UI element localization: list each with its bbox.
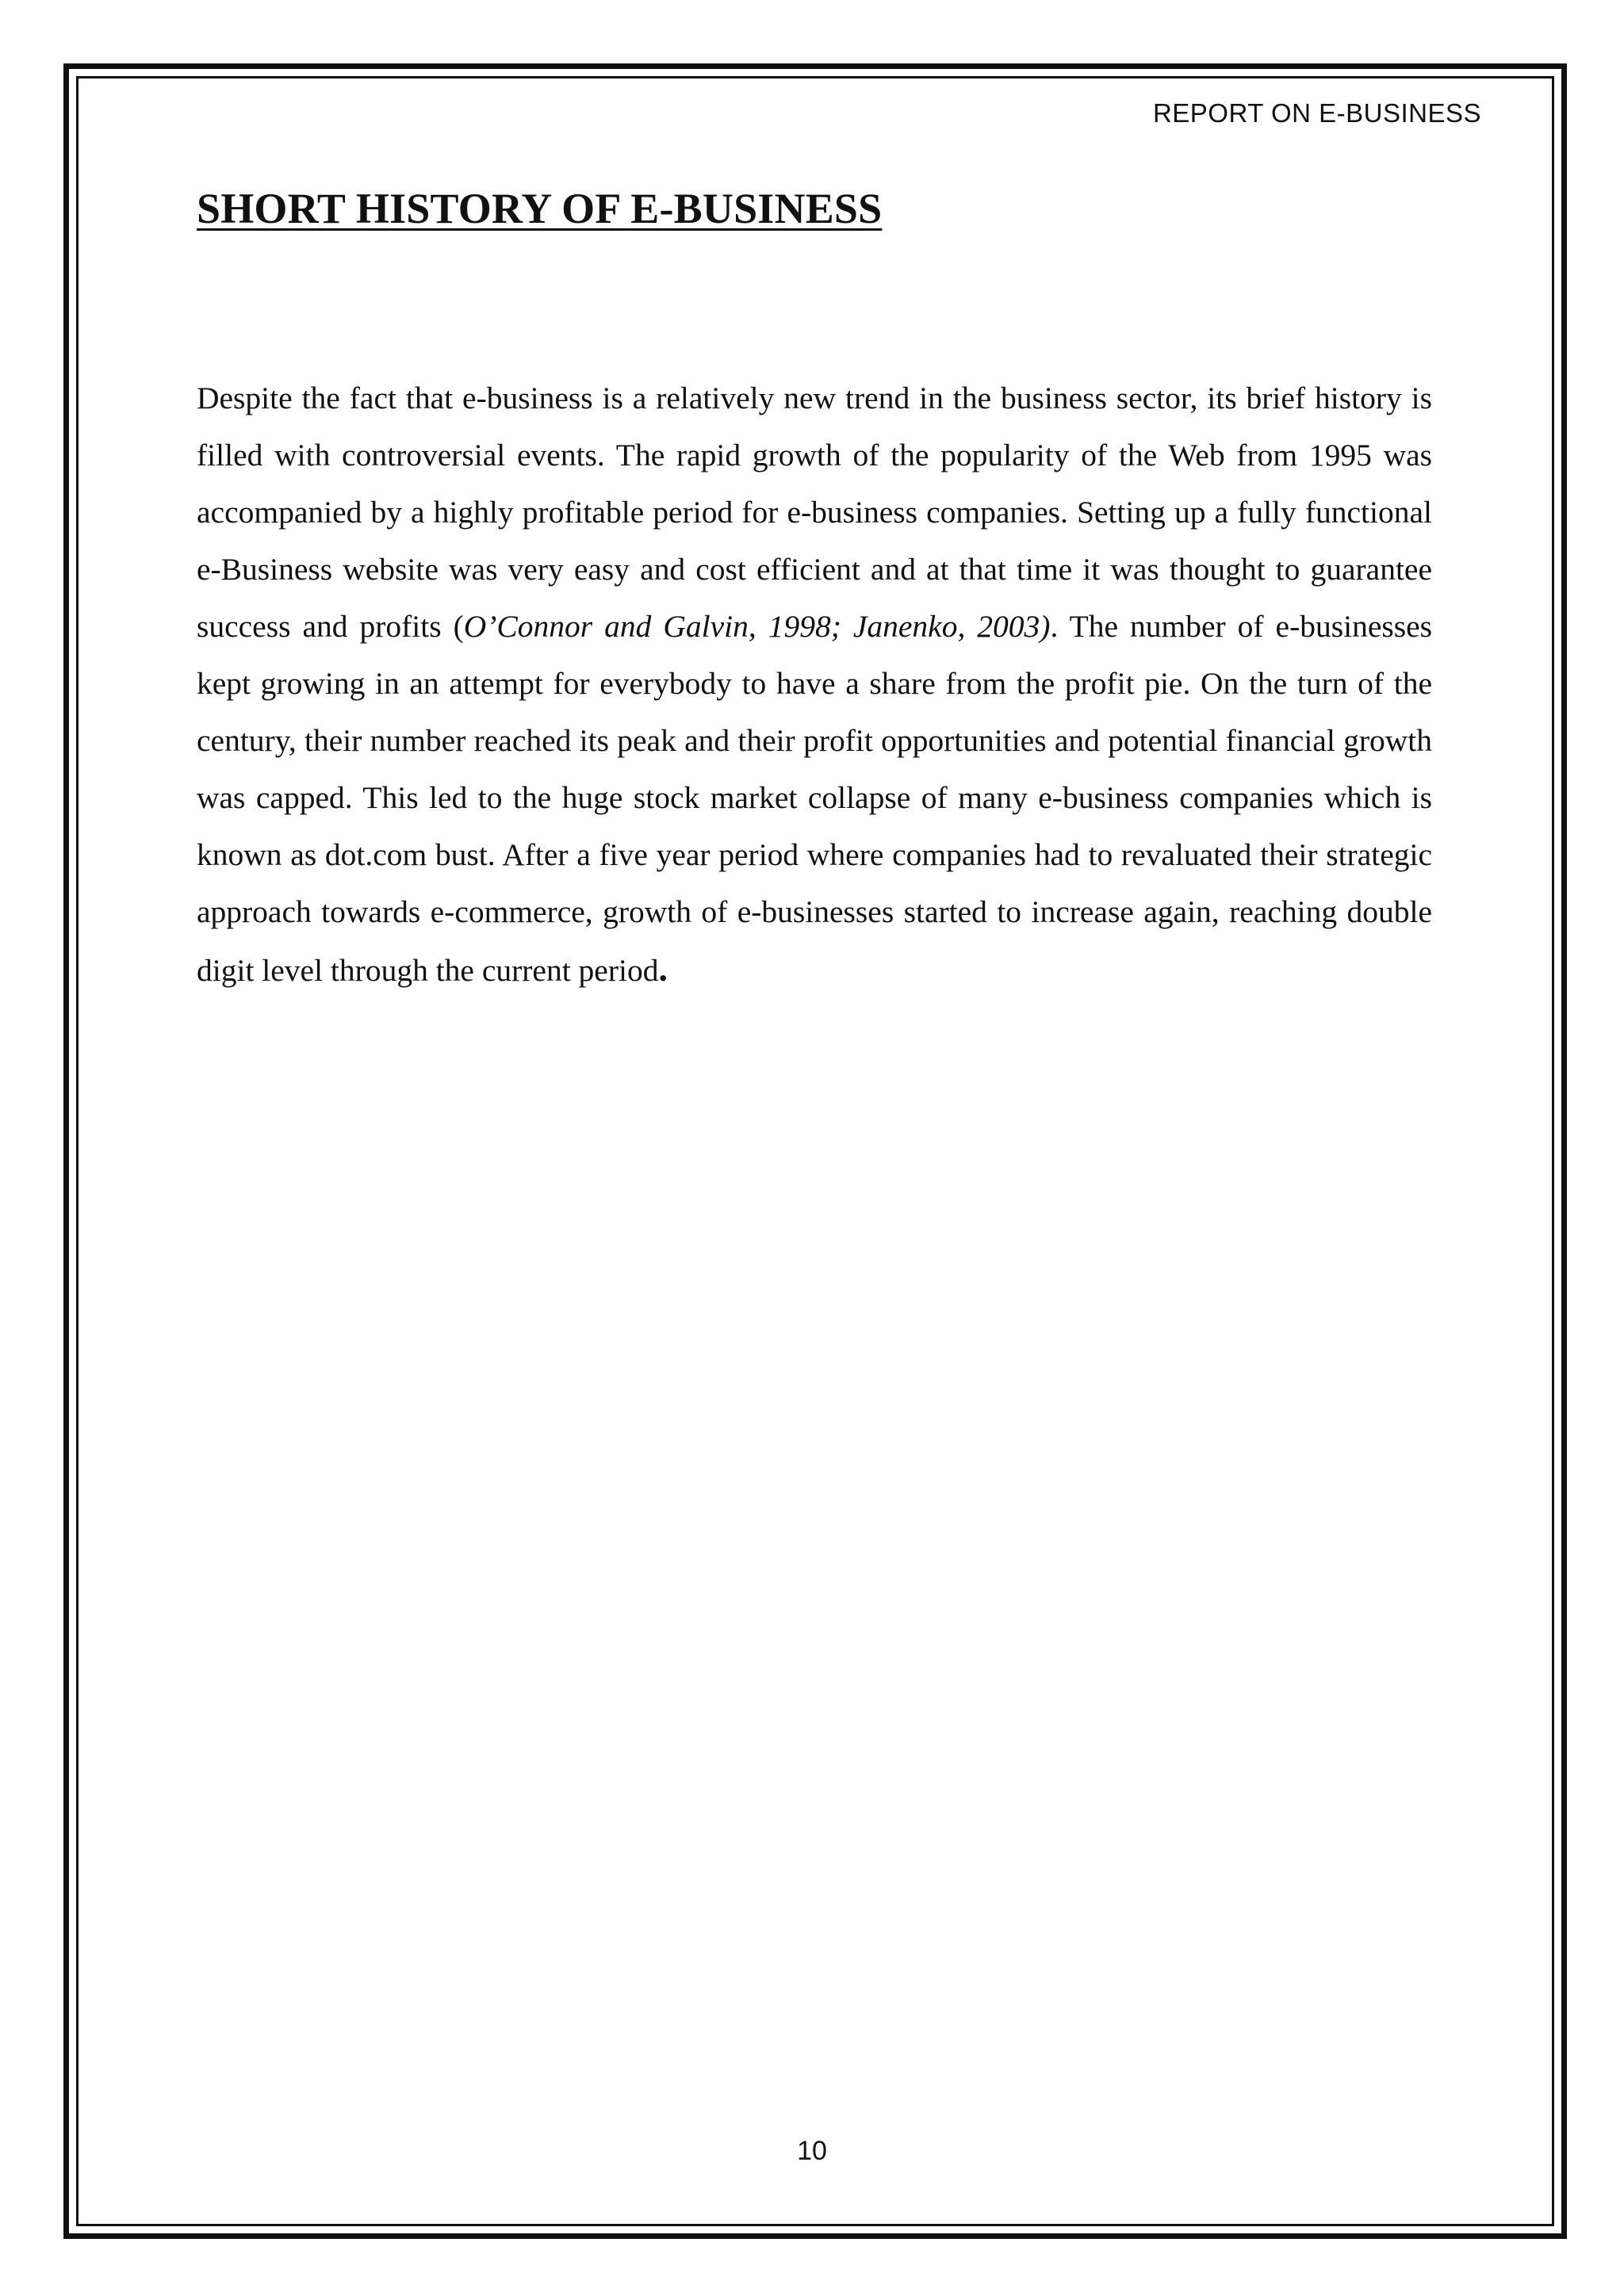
paragraph-final-period: . (658, 948, 668, 989)
paragraph-text-end: . The number of e-businesses kept growing in an attempt for everybody to have a share from the profit pie. On the turn of the century, their number reached its peak and their profit opportunities and potential financial growth was capped. This led to the huge stock market collapse of many e-business companies which is known as dot.com bust. After a five year period where companies had to revaluated their strategic approach towards e-commerce, growth of e-businesses started to increase again, reaching double digit level through the current period (197, 609, 1432, 988)
citation: O’Connor and Galvin, 1998; Janenko, 2003) (463, 609, 1051, 644)
running-header: REPORT ON E-BUSINESS (1152, 98, 1481, 128)
page-title: SHORT HISTORY OF E-BUSINESS (197, 185, 883, 232)
paragraph-text-start: Despite the fact that e-business is a relatively new trend in the business sector, its brief history is filled with controversial events. The rapid growth of the popularity of the Web from 1995 was accompanied by a highly profitable period for e-business companies. Setting up a fully functional e-Business website was very easy and cost efficient and at that time it was thought to guarantee success and profits ( (197, 381, 1432, 644)
page-number: 10 (797, 2136, 827, 2166)
body-paragraph (197, 369, 1432, 999)
